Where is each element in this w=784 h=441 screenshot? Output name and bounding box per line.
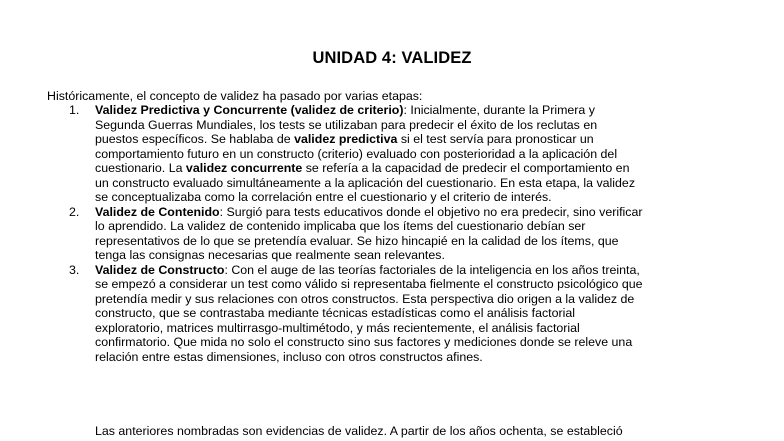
text-run: Segunda Guerras Mundiales, los tests se utilizaban para predecir el éxito de los reclutas en (95, 117, 598, 132)
list-item-number: 2. (69, 204, 80, 219)
text-line (95, 147, 755, 162)
text-line (95, 248, 755, 263)
text-line (95, 335, 755, 350)
stages-list (0, 103, 784, 364)
text-run: constructo, que se contrastaba mediante técnicas estadísticas como el análisis factorial (95, 306, 576, 320)
list-item-body (95, 103, 755, 205)
text-run: representativos de lo que se pretendía evaluar. Se hizo hincapié en la calidad de los ítems, que (95, 233, 619, 248)
text-line (95, 292, 755, 307)
list-item-body (95, 263, 755, 365)
closing-paragraph: Las anteriores nombradas son evidencias de validez. A partir de los años ochenta, se estableció (95, 424, 623, 438)
list-item (0, 263, 784, 365)
text-run: se refería a la capacidad de predecir el comportamiento en (302, 161, 630, 175)
intro-paragraph: Históricamente, el concepto de validez ha pasado por varias etapas: (47, 89, 423, 103)
bold-term: Validez de Constructo (95, 262, 225, 277)
bold-term: Validez de Contenido (95, 204, 220, 219)
text-run: puestos específicos. Se hablaba de (95, 132, 295, 146)
text-run: se conceptualizaba como la correlación entre el cuestionario y el criterio de interés. (95, 190, 552, 204)
text-run: si el test servía para pronosticar un (397, 132, 594, 146)
bold-term: Validez Predictiva y Concurrente (validez de criterio) (95, 103, 404, 117)
text-run: : Con el auge de las teorías factoriales de la inteligencia en los años treinta, (224, 262, 640, 277)
bold-term: validez predictiva (294, 132, 398, 146)
text-line (95, 277, 755, 292)
text-run: un constructo evaluado simultáneamente a la aplicación del cuestionario. En esta etapa, la validez (95, 175, 636, 190)
text-run: relación entre estas dimensiones, incluso con otros constructos afines. (95, 349, 483, 364)
text-line (95, 219, 755, 234)
text-line (95, 161, 755, 176)
text-line (95, 176, 755, 191)
text-line (95, 205, 755, 220)
text-run: lo aprendido. La validez de contenido implicaba que los ítems del cuestionario debían ser (95, 219, 586, 233)
text-line (95, 103, 755, 118)
list-item (0, 205, 784, 263)
text-run: : Surgió para tests educativos donde el objetivo no era predecir, sino verificar (219, 204, 643, 219)
list-item-body (95, 205, 755, 263)
list-item-number: 1. (69, 103, 80, 117)
text-line (95, 132, 755, 147)
list-item (0, 103, 784, 205)
list-item-number: 3. (69, 262, 80, 277)
text-line (95, 190, 755, 205)
text-line (95, 350, 755, 365)
text-run: comportamiento futuro en un constructo (criterio) evaluado con posterioridad a la aplicación del (95, 146, 618, 161)
text-run: cuestionario. La (95, 161, 186, 175)
text-line (95, 263, 755, 278)
text-run: pretendía medir y sus relaciones con otros constructos. Esta perspectiva dio origen a la validez de (95, 291, 635, 306)
text-run: tenga las consignas necesarias que realmente sean relevantes. (95, 248, 445, 262)
text-line (95, 321, 755, 336)
text-line (95, 306, 755, 321)
bold-term: validez concurrente (185, 161, 303, 175)
text-run: confirmatorio. Que mida no solo el constructo sino sus factores y mediciones donde se releve una (95, 335, 633, 349)
text-line (95, 234, 755, 249)
text-run: : Inicialmente, durante la Primera y (403, 103, 595, 117)
page-title: UNIDAD 4: VALIDEZ (312, 49, 472, 67)
text-run: exploratorio, matrices multirrasgo-multimétodo, y más recientemente, el análisis factorial (95, 320, 580, 335)
text-run: se empezó a considerar un test como válido si representaba fielmente el constructo psicológico que (95, 277, 643, 291)
text-line (95, 118, 755, 133)
